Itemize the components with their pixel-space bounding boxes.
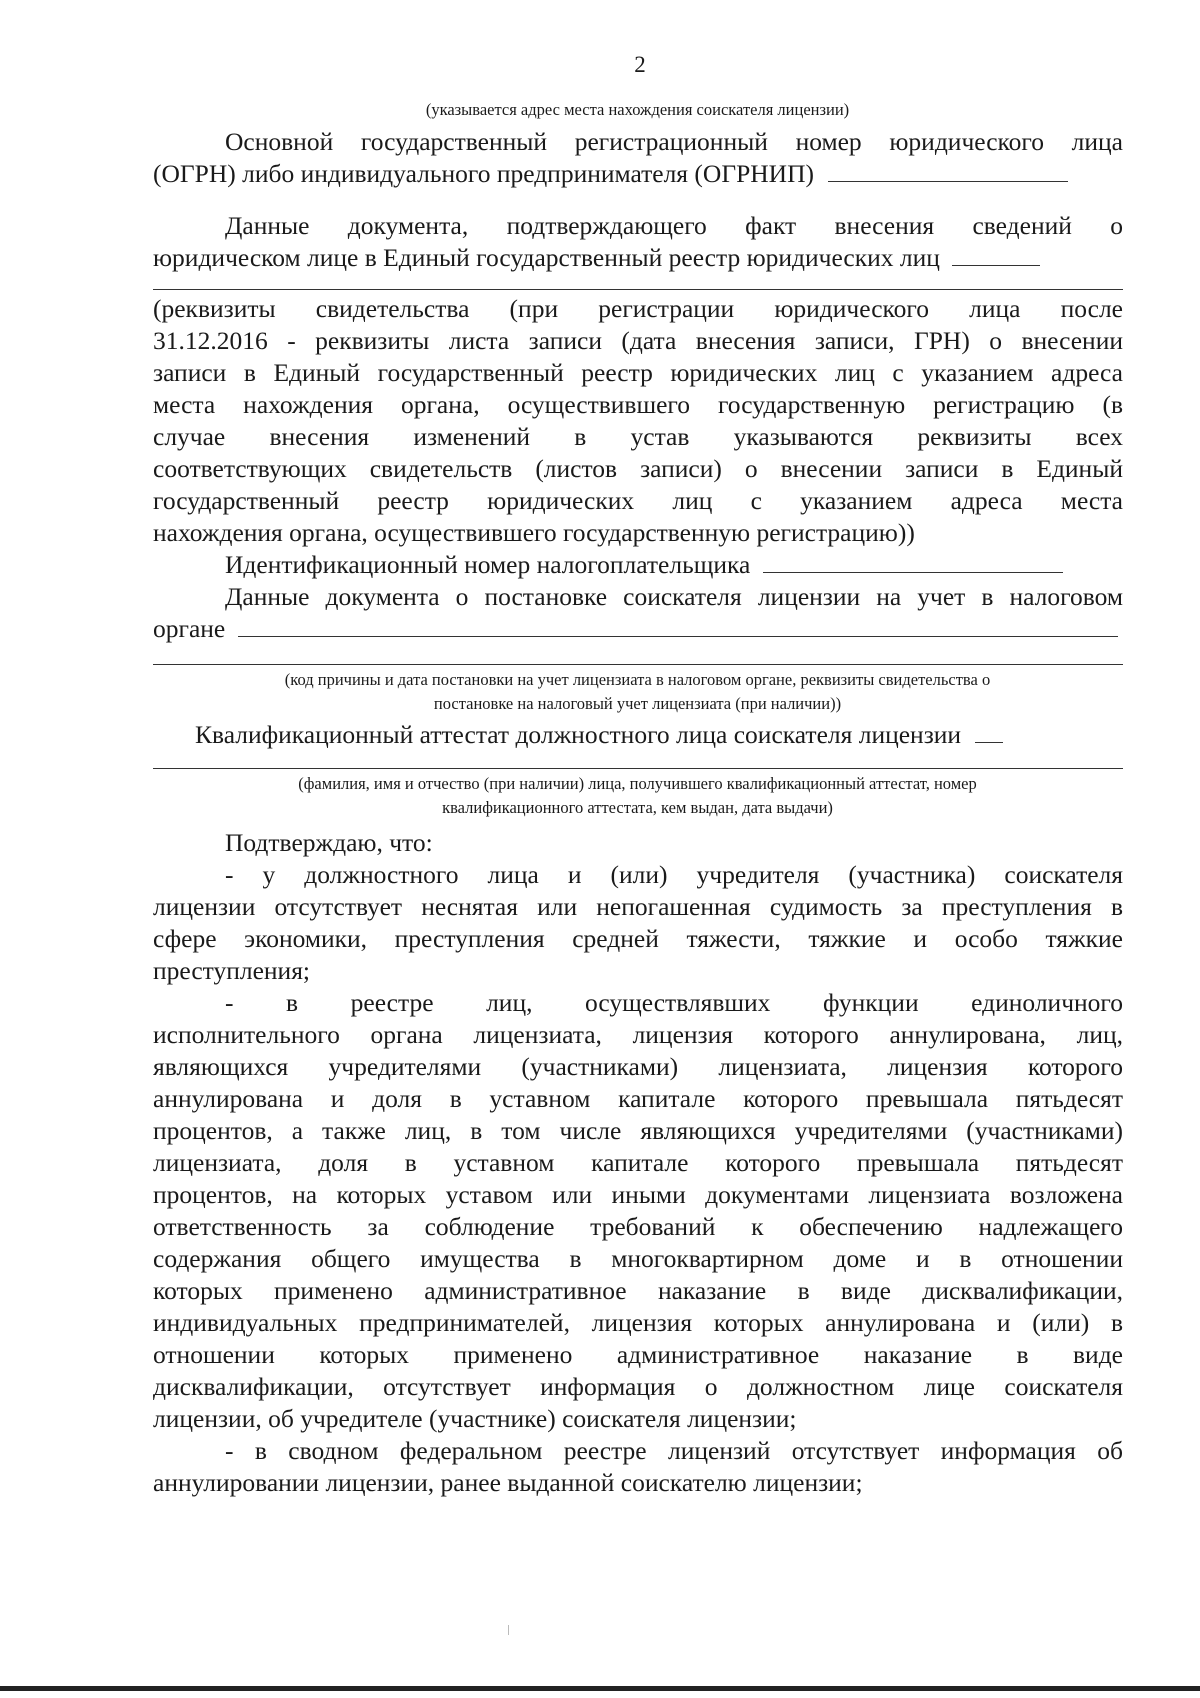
item3-line-2: аннулировании лицензии, ранее выданной соискателю лицензии; bbox=[153, 1468, 863, 1497]
tax-rule bbox=[153, 664, 1123, 665]
item2-line-5: процентов, а также лиц, в том числе являющихся учредителями (участниками) bbox=[153, 1116, 1123, 1145]
ogrn-line-2-text: (ОГРН) либо индивидуального предпринимателя (ОГРНИП) bbox=[153, 159, 814, 188]
item2-line-3: являющихся учредителями (участниками) лицензиата, лицензия которого bbox=[153, 1052, 1123, 1081]
scan-speck bbox=[508, 1625, 509, 1635]
item1-line-3: сфере экономики, преступления средней тяжести, тяжкие и особо тяжкие bbox=[153, 924, 1123, 953]
attestat-text: Квалификационный аттестат должностного лица соискателя лицензии bbox=[195, 720, 962, 749]
confirm-heading: Подтверждаю, что: bbox=[225, 828, 433, 857]
scan-bottom-edge bbox=[0, 1686, 1200, 1691]
inn-blank-field bbox=[763, 550, 1063, 573]
egrul-line-2-text: юридическом лице в Единый государственный реестр юридических лиц bbox=[153, 243, 940, 272]
tax-line-1: Данные документа о постановке соискателя лицензии на учет в налоговом bbox=[225, 582, 1123, 611]
item2-line-2: исполнительного органа лицензиата, лицензия которого аннулирована, лиц, bbox=[153, 1020, 1123, 1049]
attestat-blank-field bbox=[975, 720, 1003, 743]
item2-line-4: аннулирована и доля в уставном капитале которого превышала пятьдесят bbox=[153, 1084, 1123, 1113]
egrul-blank-field bbox=[952, 243, 1040, 266]
tax-caption-2: постановке на налоговый учет лицензиата (при наличии)) bbox=[433, 694, 842, 713]
inn-line bbox=[225, 549, 1123, 581]
item2-line-8: ответственность за соблюдение требований к обеспечению надлежащего bbox=[153, 1212, 1123, 1241]
item1-line-4: преступления; bbox=[153, 956, 311, 985]
egrul-line-1: Данные документа, подтверждающего факт внесения сведений о bbox=[225, 211, 1123, 240]
item2-line-13: дисквалификации, отсутствует информация о должностном лице соискателя bbox=[153, 1372, 1123, 1401]
requisites-line-1: (реквизиты свидетельства (при регистрации юридического лица после bbox=[153, 294, 1123, 323]
requisites-line-5: случае внесения изменений в устав указываются реквизиты всех bbox=[153, 422, 1123, 451]
attestat-rule bbox=[153, 768, 1123, 769]
item2-line-7: процентов, на которых уставом или иными документами лицензиата возложена bbox=[153, 1180, 1123, 1209]
ogrn-line-2 bbox=[153, 158, 1123, 190]
requisites-line-2: 31.12.2016 - реквизиты листа записи (дата внесения записи, ГРН) о внесении bbox=[153, 326, 1123, 355]
ogrn-line-1: Основной государственный регистрационный номер юридического лица bbox=[225, 127, 1123, 156]
item3-line-1: - в сводном федеральном реестре лицензий отсутствует информация об bbox=[225, 1436, 1123, 1465]
requisites-line-6: соответствующих свидетельств (листов записи) о внесении записи в Единый bbox=[153, 454, 1123, 483]
item2-line-6: лицензиата, доля в уставном капитале которого превышала пятьдесят bbox=[153, 1148, 1123, 1177]
tax-line-2-text: органе bbox=[153, 614, 226, 643]
requisites-line-8: нахождения органа, осуществившего государственную регистрацию)) bbox=[153, 518, 915, 547]
item2-line-14: лицензии, об учредителе (участнике) соискателя лицензии; bbox=[153, 1404, 797, 1433]
tax-caption-1: (код причины и дата постановки на учет лицензиата в налоговом органе, реквизиты свидетельства о bbox=[284, 670, 991, 689]
page-number: 2 bbox=[634, 52, 646, 77]
item2-line-1: - в реестре лиц, осуществлявших функции единоличного bbox=[225, 988, 1123, 1017]
inn-text: Идентификационный номер налогоплательщика bbox=[225, 550, 751, 579]
item2-line-10: которых применено административное наказание в виде дисквалификации, bbox=[153, 1276, 1123, 1305]
egrul-rule bbox=[153, 289, 1123, 290]
address-caption: (указывается адрес места нахождения соискателя лицензии) bbox=[425, 100, 850, 119]
tax-blank-field bbox=[238, 614, 1118, 637]
item2-line-12: отношении которых применено административное наказание в виде bbox=[153, 1340, 1123, 1369]
tax-line-2 bbox=[153, 613, 1123, 645]
egrul-line-2 bbox=[153, 242, 1123, 274]
item2-line-11: индивидуальных предпринимателей, лицензия которых аннулирована и (или) в bbox=[153, 1308, 1123, 1337]
ogrn-blank-field bbox=[828, 159, 1068, 182]
requisites-line-3: записи в Единый государственный реестр юридических лиц с указанием адреса bbox=[153, 358, 1123, 387]
attestat-caption-1: (фамилия, имя и отчество (при наличии) лица, получившего квалификационный аттестат, номер bbox=[298, 774, 977, 793]
item1-line-1: - у должностного лица и (или) учредителя (участника) соискателя bbox=[225, 860, 1123, 889]
item2-line-9: содержания общего имущества в многоквартирном доме и в отношении bbox=[153, 1244, 1123, 1273]
attestat-line bbox=[195, 719, 1123, 751]
attestat-caption-2: квалификационного аттестата, кем выдан, дата выдачи) bbox=[442, 798, 833, 817]
requisites-line-7: государственный реестр юридических лиц с указанием адреса места bbox=[153, 486, 1123, 515]
item1-line-2: лицензии отсутствует неснятая или непогашенная судимость за преступления в bbox=[153, 892, 1123, 921]
requisites-line-4: места нахождения органа, осуществившего государственную регистрацию (в bbox=[153, 390, 1123, 419]
